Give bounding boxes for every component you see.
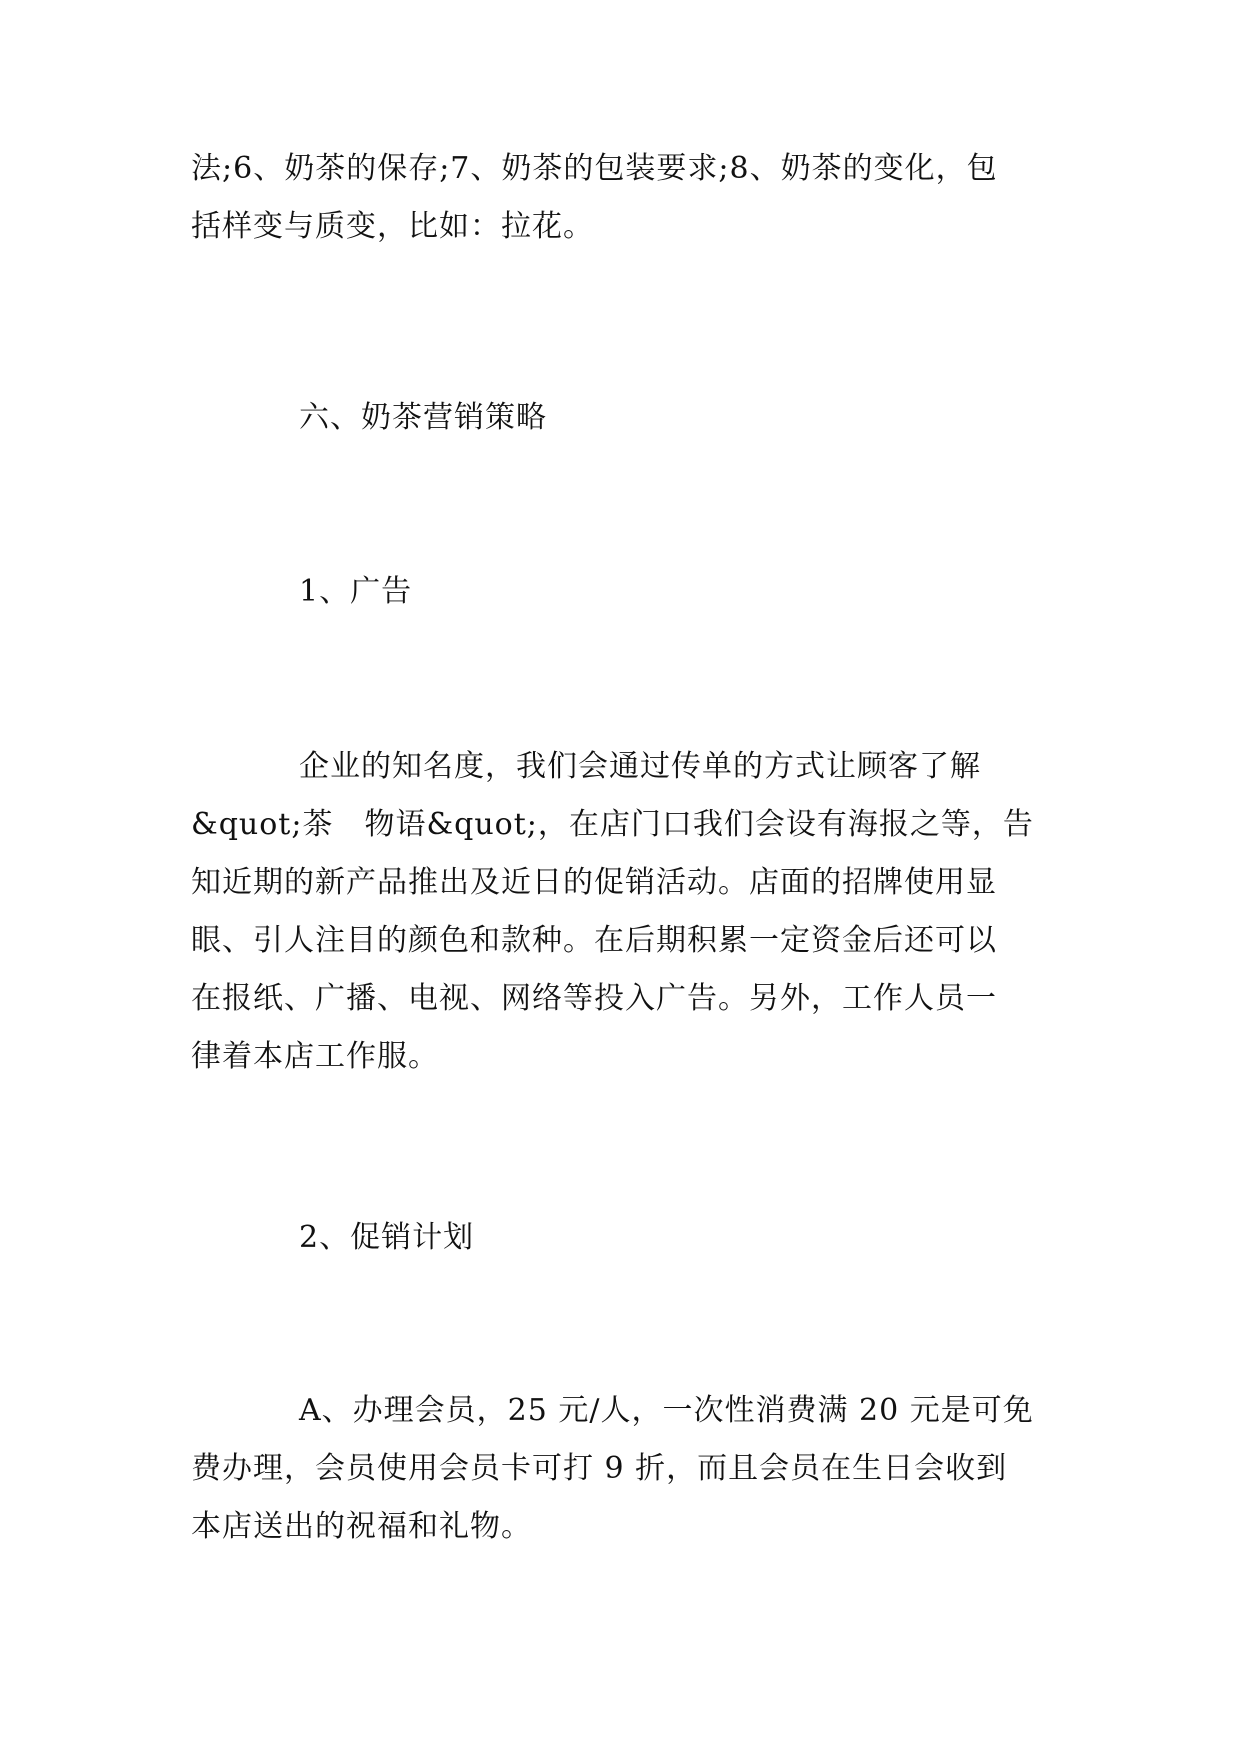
paragraph-line: 本店送出的祝福和礼物。 bbox=[191, 1509, 532, 1544]
section-heading-marketing-strategy: 六、奶茶营销策略 bbox=[299, 400, 547, 435]
paragraph-line: 企业的知名度，我们会通过传单的方式让顾客了解 bbox=[299, 749, 981, 784]
paragraph-line: 在报纸、广播、电视、网络等投入广告。另外，工作人员一 bbox=[191, 981, 997, 1016]
subheading-advertising: 1、广告 bbox=[299, 574, 413, 609]
paragraph-line: 眼、引人注目的颜色和款种。在后期积累一定资金后还可以 bbox=[191, 923, 997, 958]
paragraph-line: 括样变与质变，比如：拉花。 bbox=[191, 209, 594, 244]
paragraph-line: 费办理，会员使用会员卡可打 9 折，而且会员在生日会收到 bbox=[191, 1451, 1008, 1486]
paragraph-line: A、办理会员，25 元/人，一次性消费满 20 元是可免 bbox=[299, 1393, 1034, 1428]
paragraph-continued bbox=[191, 140, 1061, 256]
subheading-promotion-plan: 2、促销计划 bbox=[299, 1220, 475, 1255]
paragraph-membership bbox=[191, 1382, 1061, 1556]
paragraph-advertising bbox=[191, 738, 1061, 1086]
paragraph-line: 律着本店工作服。 bbox=[191, 1039, 439, 1074]
paragraph-line: 知近期的新产品推出及近日的促销活动。店面的招牌使用显 bbox=[191, 865, 997, 900]
paragraph-line: 法;6、奶茶的保存;7、奶茶的包装要求;8、奶茶的变化，包 bbox=[191, 151, 998, 186]
paragraph-line: &quot;茶 物语&quot;，在店门口我们会设有海报之等，告 bbox=[191, 807, 1034, 842]
